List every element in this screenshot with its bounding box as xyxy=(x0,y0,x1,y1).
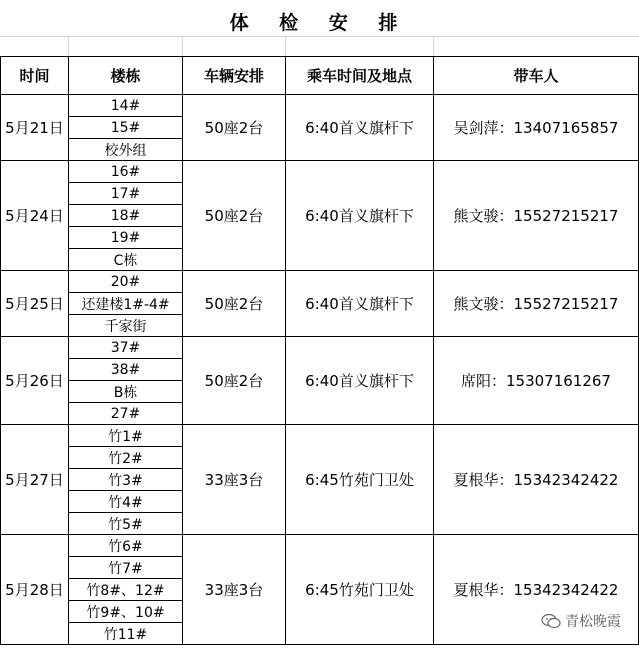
pickup-cell: 6:40首义旗杆下 xyxy=(286,161,434,271)
header-vehicles: 车辆安排 xyxy=(183,57,286,95)
building-cell: 竹9#、10# xyxy=(69,601,183,623)
schedule-body xyxy=(1,95,639,645)
vehicles-cell: 50座2台 xyxy=(183,161,286,271)
header-building: 楼栋 xyxy=(69,57,183,95)
building-cell: 竹7# xyxy=(69,557,183,579)
watermark-text: 青松晚霞 xyxy=(565,614,621,630)
vehicles-cell: 50座2台 xyxy=(183,271,286,337)
schedule-table xyxy=(0,56,639,645)
building-cell: 17# xyxy=(69,183,183,205)
building-cell: B栋 xyxy=(69,381,183,403)
leader-cell: 熊文骏：15527215217 xyxy=(434,271,639,337)
building-cell: C栋 xyxy=(69,249,183,271)
building-cell: 竹2# xyxy=(69,447,183,469)
table-row xyxy=(1,425,639,447)
date-cell: 5月27日 xyxy=(1,425,69,535)
watermark xyxy=(541,611,621,631)
table-row xyxy=(1,95,639,117)
building-cell: 千家街 xyxy=(69,315,183,337)
building-cell: 27# xyxy=(69,403,183,425)
table-row xyxy=(1,337,639,359)
building-cell: 竹6# xyxy=(69,535,183,557)
date-cell: 5月26日 xyxy=(1,337,69,425)
building-cell: 15# xyxy=(69,117,183,139)
building-cell: 16# xyxy=(69,161,183,183)
leader-cell: 夏根华：15342342422 xyxy=(434,535,639,645)
pickup-cell: 6:40首义旗杆下 xyxy=(286,95,434,161)
building-cell: 20# xyxy=(69,271,183,293)
table-row xyxy=(1,271,639,293)
vehicles-cell: 33座3台 xyxy=(183,425,286,535)
leader-cell: 席阳：15307161267 xyxy=(434,337,639,425)
header-leader: 带车人 xyxy=(434,57,639,95)
building-cell: 18# xyxy=(69,205,183,227)
leader-cell: 夏根华：15342342422 xyxy=(434,425,639,535)
building-cell: 竹8#、12# xyxy=(69,579,183,601)
date-cell: 5月25日 xyxy=(1,271,69,337)
pickup-cell: 6:45竹苑门卫处 xyxy=(286,425,434,535)
vehicles-cell: 50座2台 xyxy=(183,95,286,161)
building-cell: 竹4# xyxy=(69,491,183,513)
building-cell: 还建楼1#-4# xyxy=(69,293,183,315)
building-cell: 校外组 xyxy=(69,139,183,161)
wechat-icon xyxy=(541,613,561,629)
building-cell: 竹11# xyxy=(69,623,183,645)
leader-cell: 吴剑萍：13407165857 xyxy=(434,95,639,161)
pickup-cell: 6:40首义旗杆下 xyxy=(286,271,434,337)
date-cell: 5月28日 xyxy=(1,535,69,645)
building-cell: 14# xyxy=(69,95,183,117)
date-cell: 5月24日 xyxy=(1,161,69,271)
building-cell: 19# xyxy=(69,227,183,249)
vehicles-cell: 33座3台 xyxy=(183,535,286,645)
leader-cell: 熊文骏：15527215217 xyxy=(434,161,639,271)
building-cell: 竹1# xyxy=(69,425,183,447)
page-title: 体 检 安 排 xyxy=(229,12,410,34)
building-cell: 37# xyxy=(69,337,183,359)
header-row xyxy=(1,57,639,95)
spreadsheet-gridlines xyxy=(0,36,639,56)
header-date: 时间 xyxy=(1,57,69,95)
pickup-cell: 6:40首义旗杆下 xyxy=(286,337,434,425)
building-cell: 竹5# xyxy=(69,513,183,535)
table-row xyxy=(1,161,639,183)
vehicles-cell: 50座2台 xyxy=(183,337,286,425)
building-cell: 38# xyxy=(69,359,183,381)
table-row xyxy=(1,535,639,557)
date-cell: 5月21日 xyxy=(1,95,69,161)
header-pickup: 乘车时间及地点 xyxy=(286,57,434,95)
building-cell: 竹3# xyxy=(69,469,183,491)
pickup-cell: 6:45竹苑门卫处 xyxy=(286,535,434,645)
